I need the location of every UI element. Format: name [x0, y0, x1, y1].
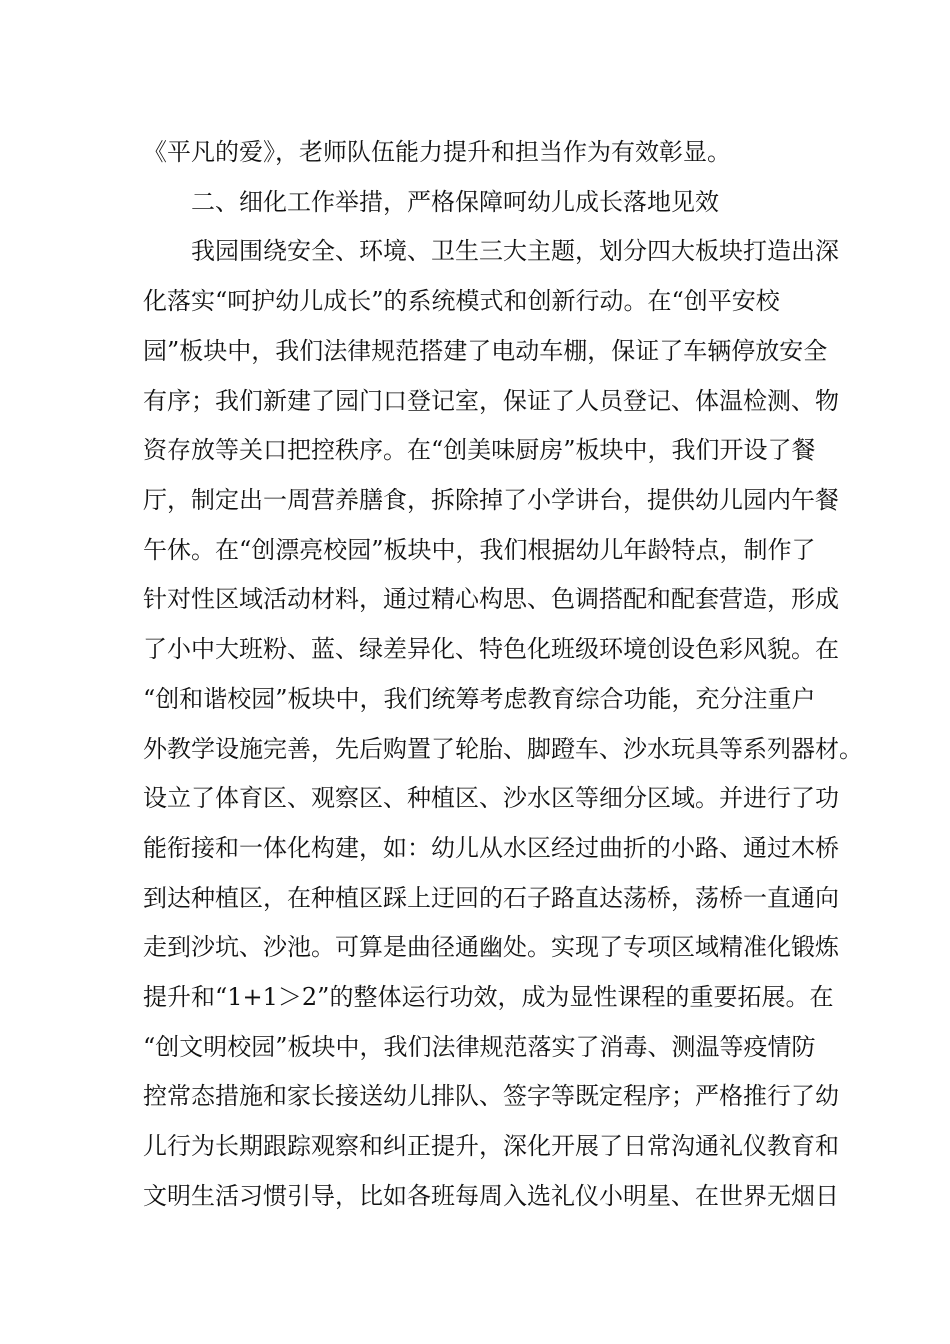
text-line-7: 资存放等关口把控秩序。在“创美味厨房”板块中，我们开设了餐 — [143, 436, 816, 464]
text-line-1: 《平凡的爱》，老师队伍能力提升和担当作为有效彰显。 — [143, 138, 731, 166]
text-line-4: 化落实“呵护幼儿成长”的系统模式和创新行动。在“创平安校 — [143, 287, 780, 315]
text-line-5: 园”板块中，我们法律规范搭建了电动车棚，保证了车辆停放安全 — [143, 337, 828, 365]
text-line-8: 厅，制定出一周营养膳食，拆除掉了小学讲台，提供幼儿园内午餐 — [143, 486, 839, 514]
text-line-18: 提升和“1+1＞2”的整体运行功效，成为显性课程的重要拓展。在 — [143, 983, 834, 1011]
text-line-17: 走到沙坑、沙池。可算是曲径通幽处。实现了专项区域精准化锻炼 — [143, 933, 839, 961]
text-line-14: 设立了体育区、观察区、种植区、沙水区等细分区域。并进行了功 — [143, 784, 839, 812]
text-line-16: 到达种植区，在种植区踩上迂回的石子路直达荡桥，荡桥一直通向 — [143, 884, 839, 912]
section-heading: 二、细化工作举措，严格保障呵幼儿成长落地见效 — [191, 188, 719, 216]
text-line-19: “创文明校园”板块中，我们法律规范落实了消毒、测温等疫情防 — [143, 1033, 816, 1061]
text-line-21: 儿行为长期跟踪观察和纠正提升，深化开展了日常沟通礼仪教育和 — [143, 1132, 839, 1160]
paragraph-first-line: 我园围绕安全、环境、卫生三大主题，划分四大板块打造出深 — [191, 237, 839, 265]
text-line-10: 针对性区域活动材料，通过精心构思、色调搭配和配套营造，形成 — [143, 585, 839, 613]
text-line-20: 控常态措施和家长接送幼儿排队、签字等既定程序；严格推行了幼 — [143, 1082, 839, 1110]
text-line-6: 有序；我们新建了园门口登记室，保证了人员登记、体温检测、物 — [143, 387, 839, 415]
text-line-13: 外教学设施完善，先后购置了轮胎、脚蹬车、沙水玩具等系列器材。 — [143, 735, 863, 763]
text-line-11: 了小中大班粉、蓝、绿差异化、特色化班级环境创设色彩风貌。在 — [143, 635, 839, 663]
text-line-9: 午休。在“创漂亮校园”板块中，我们根据幼儿年龄特点，制作了 — [143, 536, 816, 564]
text-line-12: “创和谐校园”板块中，我们统筹考虑教育综合功能，充分注重户 — [143, 685, 816, 713]
text-line-15: 能衔接和一体化构建，如：幼儿从水区经过曲折的小路、通过木桥 — [143, 834, 839, 862]
text-line-22: 文明生活习惯引导，比如各班每周入选礼仪小明星、在世界无烟日 — [143, 1182, 839, 1210]
